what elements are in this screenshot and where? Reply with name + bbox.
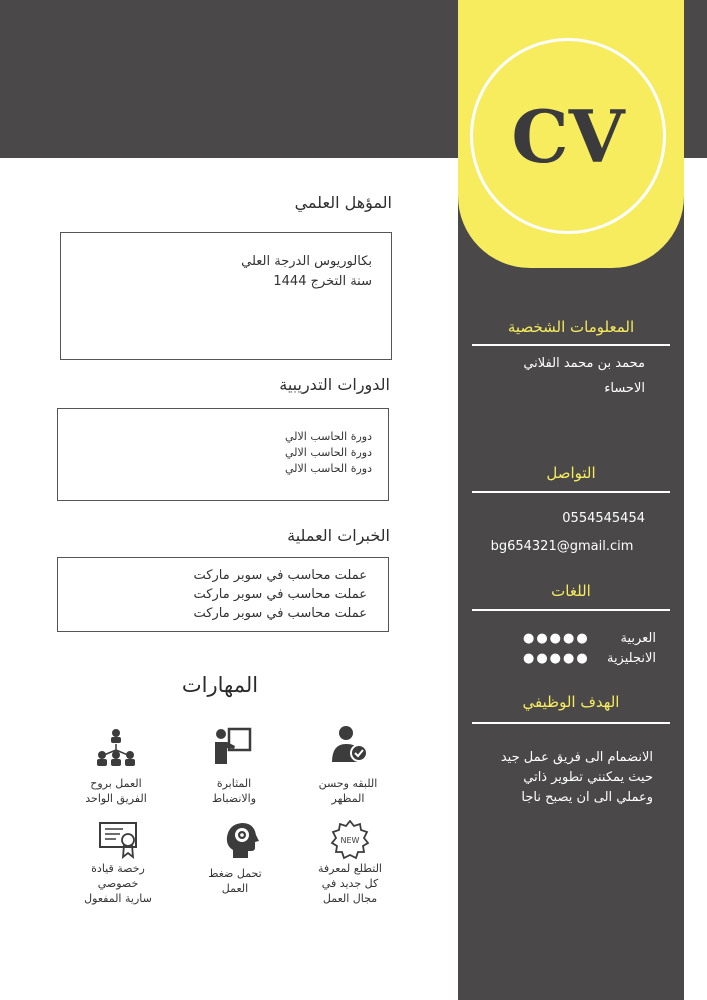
experience-heading: الخبرات العملية (287, 526, 390, 545)
education-line: سنة التخرج 1444 (273, 274, 372, 289)
language-name: العربية (620, 631, 656, 646)
divider (472, 609, 670, 611)
person-city: الاحساء (604, 381, 645, 396)
divider (472, 491, 670, 493)
team-network-icon (96, 728, 136, 768)
skill-label: التطلع لمعرفة كل جديد في مجال العمل (318, 862, 382, 905)
personal-info-heading: المعلومات الشخصية (507, 318, 635, 336)
experience-line: عملت محاسب في سوبر ماركت (193, 606, 367, 621)
skill-label: رخصة قيادة خصوصي سارية المفعول (84, 862, 152, 905)
phone-number: 0554545454 (562, 511, 645, 526)
divider (472, 344, 670, 346)
experience-line: عملت محاسب في سوبر ماركت (193, 568, 367, 583)
new-badge-icon (330, 820, 370, 860)
course-line: دورة الحاسب الالي (284, 446, 372, 459)
language-name: الانجليزية (606, 651, 656, 666)
email-address: bg654321@gmail.cim (490, 539, 634, 554)
courses-heading: الدورات التدريبية (279, 375, 390, 394)
head-gear-icon (223, 820, 263, 860)
goal-line: حيث يمكنني تطوير ذاتي (523, 770, 653, 785)
contact-heading: التواصل (546, 464, 596, 482)
languages-heading: اللغات (551, 582, 591, 600)
certificate-icon (98, 820, 138, 860)
education-line: بكالوريوس الدرجة العلي (241, 254, 372, 269)
goal-line: الانضمام الى فريق عمل جيد (500, 750, 653, 765)
skill-label: المثابرة والانضباط (211, 777, 257, 805)
presenter-icon (213, 726, 253, 766)
course-line: دورة الحاسب الالي (284, 462, 372, 475)
experience-line: عملت محاسب في سوبر ماركت (193, 587, 367, 602)
course-line: دورة الحاسب الالي (284, 430, 372, 443)
career-goal-heading: الهدف الوظيفي (522, 693, 620, 711)
language-rating: ●●●●● (523, 651, 590, 666)
education-heading: المؤهل العلمي (294, 193, 392, 212)
goal-line: وعملي الى ان يصبح ناجا (521, 790, 653, 805)
language-rating: ●●●●● (523, 631, 590, 646)
skills-heading: المهارات (181, 673, 259, 697)
skill-label: تحمل ضغط العمل (208, 867, 262, 895)
person-check-icon (328, 724, 368, 764)
person-name: محمد بن محمد الفلاني (523, 356, 645, 371)
skill-label: العمل بروح الفريق الواحد (85, 777, 147, 805)
svg-text:NEW: NEW (340, 836, 360, 845)
divider (472, 722, 670, 724)
cv-logo: CV (511, 93, 625, 179)
education-box (60, 232, 392, 360)
skill-label: اللبقه وحسن المظهر (318, 777, 378, 805)
